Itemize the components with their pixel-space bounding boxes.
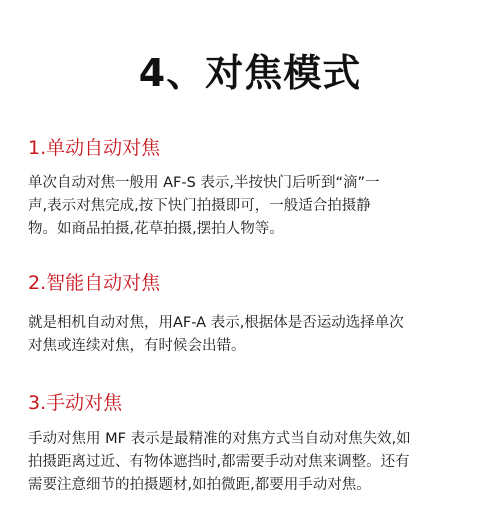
section-heading-single-af: 1.单动自动对焦	[28, 137, 161, 159]
body-line: 单次自动对焦一般用 AF-S 表示,半按快门后听到“滴”一	[28, 175, 380, 191]
body-line: 就是相机自动对焦，用AF-A 表示,根据体是否运动选择单次	[28, 315, 404, 331]
body-line: 需要注意细节的拍摄题材,如拍微距,都要用手动对焦。	[28, 477, 371, 493]
section-body-smart-af	[28, 312, 476, 358]
section-heading-smart-af: 2.智能自动对焦	[28, 272, 161, 294]
page-title: 4、对焦模式	[138, 51, 362, 95]
body-line: 物。如商品拍摄,花草拍摄,摆拍人物等。	[28, 221, 284, 237]
section-body-manual-focus	[28, 428, 476, 497]
body-line: 对焦或连续对焦，有时候会出错。	[28, 338, 246, 354]
body-line: 手动对焦用 MF 表示是最精准的对焦方式当自动对焦失效,如	[28, 431, 411, 447]
body-line: 拍摄距离过近、有物体遮挡时,都需要手动对焦来调整。还有	[28, 454, 410, 470]
section-body-single-af	[28, 172, 476, 241]
section-heading-manual-focus: 3.手动对焦	[28, 392, 123, 414]
body-line: 声,表示对焦完成,按下快门拍摄即可，一般适合拍摄静	[28, 198, 371, 214]
